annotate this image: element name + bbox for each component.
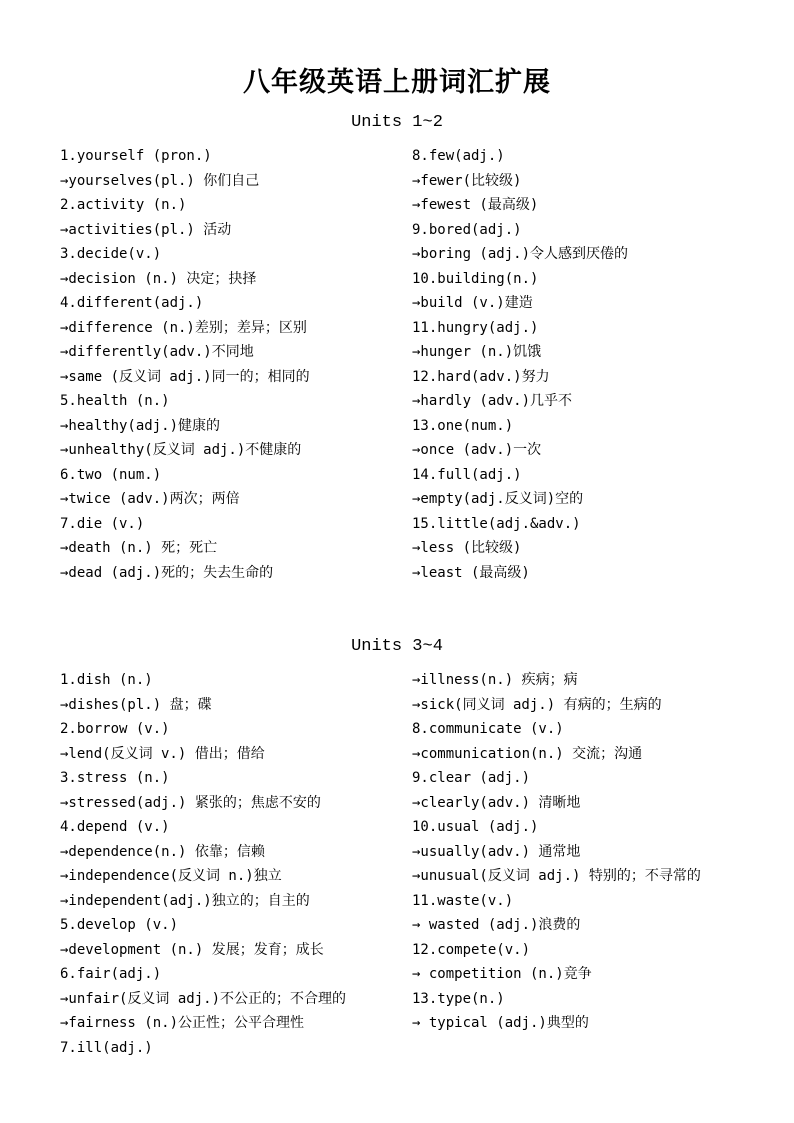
vocab-line: 2.borrow (v.) <box>60 721 170 737</box>
vocab-line: → typical (adj.)典型的 <box>412 1015 589 1031</box>
vocab-line: 2.activity (n.) <box>60 197 187 213</box>
vocab-line: →same (反义词 adj.)同一的；相同的 <box>60 368 310 385</box>
vocab-line: →yourselves(pl.) 你们自己 <box>60 172 260 189</box>
vocab-line: →unhealthy(反义词 adj.)不健康的 <box>60 442 302 458</box>
vocab-line: 1.dish (n.) <box>60 672 153 688</box>
vocab-line: 15.little(adj.&adv.) <box>412 515 581 532</box>
vocab-line: →usually(adv.) 通常地 <box>412 843 581 860</box>
vocab-line: 14.full(adj.) <box>412 466 522 483</box>
vocab-line: →illness(n.) 疾病；病 <box>412 672 578 688</box>
vocab-line: 13.type(n.) <box>412 990 505 1007</box>
vocab-line: 7.ill(adj.) <box>60 1039 153 1056</box>
vocab-line: → wasted (adj.)浪费的 <box>412 917 581 933</box>
section-heading: Units 3~4 <box>351 637 443 656</box>
vocab-line: →twice (adv.)两次；两倍 <box>60 491 240 507</box>
vocab-line: →clearly(adv.) 清晰地 <box>412 794 581 811</box>
vocab-line: →activities(pl.) 活动 <box>60 221 232 238</box>
vocab-line: 10.building(n.) <box>412 270 539 287</box>
vocab-line: →sick(同义词 adj.) 有病的；生病的 <box>412 696 662 713</box>
vocab-line: 7.die (v.) <box>60 515 145 532</box>
vocab-line: →independent(adj.)独立的；自主的 <box>60 892 310 909</box>
vocab-line: →empty(adj.反义词)空的 <box>412 491 584 507</box>
vocab-line: 9.clear (adj.) <box>412 770 531 786</box>
vocab-line: →differently(adv.)不同地 <box>60 344 254 360</box>
vocab-line: 5.health (n.) <box>60 393 170 409</box>
vocab-line: →dead (adj.)死的；失去生命的 <box>60 564 274 581</box>
left-column <box>60 668 405 1060</box>
vocab-line: →fairness (n.)公正性；公平合理性 <box>60 1015 305 1031</box>
vocab-line: →least (最高级) <box>412 564 530 581</box>
vocab-line: →development (n.) 发展；发育；成长 <box>60 941 324 958</box>
vocab-line: 6.fair(adj.) <box>60 966 162 982</box>
vocab-line: →dishes(pl.) 盘；碟 <box>60 696 212 713</box>
vocab-line: →healthy(adj.)健康的 <box>60 417 221 434</box>
vocab-line: →lend(反义词 v.) 借出；借给 <box>60 745 265 762</box>
vocab-line: 3.stress (n.) <box>60 770 170 786</box>
vocab-line: 4.different(adj.) <box>60 295 204 311</box>
vocab-line: →decision (n.) 决定；抉择 <box>60 270 257 287</box>
page-title: 八年级英语上册词汇扩展 <box>243 67 551 98</box>
vocab-line: 12.compete(v.) <box>412 941 531 958</box>
vocab-line: →hunger (n.)饥饿 <box>412 344 542 360</box>
vocab-line: 1.yourself (pron.) <box>60 148 212 164</box>
vocab-line: 8.few(adj.) <box>412 148 505 164</box>
vocab-line: →build (v.)建造 <box>412 295 533 311</box>
vocab-line: →once (adv.)一次 <box>412 442 542 458</box>
vocab-line: → competition (n.)竞争 <box>412 966 592 982</box>
vocab-line: →stressed(adj.) 紧张的；焦虑不安的 <box>60 794 321 811</box>
vocab-line: →death (n.) 死；死亡 <box>60 540 218 556</box>
vocab-line: 3.decide(v.) <box>60 246 162 262</box>
vocab-line: 11.hungry(adj.) <box>412 319 539 336</box>
vocab-line: 12.hard(adv.)努力 <box>412 368 550 385</box>
vocab-line: 9.bored(adj.) <box>412 221 522 238</box>
vocab-line: 4.depend (v.) <box>60 819 170 835</box>
vocab-line: →difference (n.)差别；差异；区别 <box>60 319 307 336</box>
right-column <box>412 668 757 1036</box>
vocab-line: 10.usual (adj.) <box>412 819 539 835</box>
vocab-line: →independence(反义词 n.)独立 <box>60 868 282 884</box>
vocab-line: 13.one(num.) <box>412 417 514 434</box>
vocab-line: →unusual(反义词 adj.) 特别的；不寻常的 <box>412 868 701 884</box>
vocab-line: →fewest (最高级) <box>412 197 539 213</box>
vocab-line: →communication(n.) 交流；沟通 <box>412 745 643 762</box>
section-heading: Units 1~2 <box>351 113 443 132</box>
vocab-line: →dependence(n.) 依靠；信赖 <box>60 843 265 860</box>
right-column <box>412 144 757 585</box>
left-column <box>60 144 405 585</box>
vocab-line: →less (比较级) <box>412 540 522 556</box>
vocab-line: →unfair(反义词 adj.)不公正的；不合理的 <box>60 990 347 1007</box>
vocab-line: 11.waste(v.) <box>412 892 514 909</box>
vocab-line: →fewer(比较级) <box>412 172 522 189</box>
vocab-line: →hardly (adv.)几乎不 <box>412 393 573 409</box>
vocab-line: 8.communicate (v.) <box>412 721 564 737</box>
vocab-line: 5.develop (v.) <box>60 917 179 933</box>
vocab-line: →boring (adj.)令人感到厌倦的 <box>412 246 629 262</box>
vocab-line: 6.two (num.) <box>60 466 162 483</box>
